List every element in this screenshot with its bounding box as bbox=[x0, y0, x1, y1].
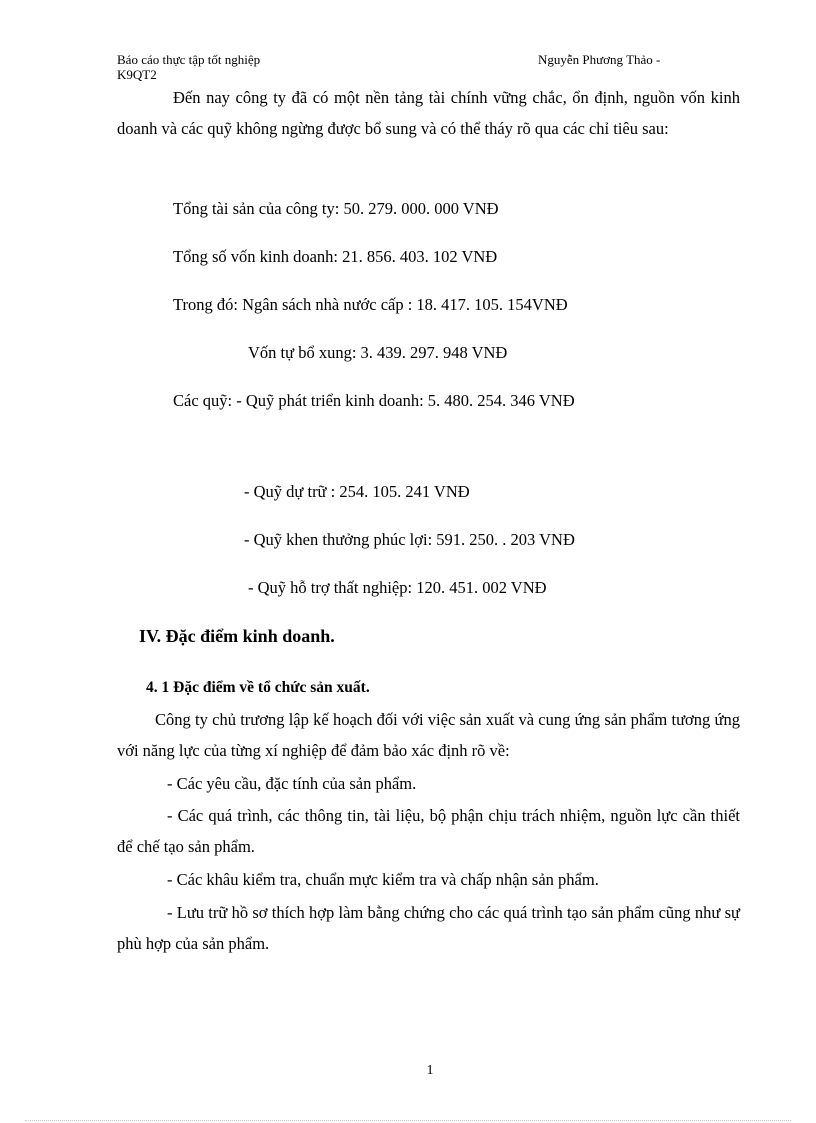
intro-paragraph-text: Đến nay công ty đã có một nền tảng tài chính vững chắc, ổn định, nguồn vốn kinh doanh và các quỹ không ngừng được bổ sung và có thể tháy rõ qua các chỉ tiêu sau: bbox=[117, 88, 740, 138]
header-author: Nguyễn Phương Thảo - bbox=[538, 52, 661, 67]
bullet-item bbox=[117, 897, 740, 959]
bullet-text: - Các khâu kiểm tra, chuẩn mực kiểm tra và chấp nhận sản phẩm. bbox=[167, 870, 599, 889]
bullet-item bbox=[117, 768, 740, 799]
bullet-text: - Các yêu cầu, đặc tính của sản phẩm. bbox=[167, 774, 417, 793]
bullet-text: - Lưu trữ hồ sơ thích hợp làm bằng chứng cho các quá trình tạo sản phẩm cũng như sự phù hợp của sản phẩm. bbox=[117, 903, 740, 953]
header-report-title: Báo cáo thực tập tốt nghiệp bbox=[117, 52, 261, 67]
body-paragraph-text: Công ty chủ trương lập kế hoạch đối với việc sản xuất và cung ứng sản phẩm tương ứng với năng lực của từng xí nghiệp để đảm bảo xác định rõ về: bbox=[117, 710, 740, 760]
intro-paragraph bbox=[117, 82, 740, 144]
page-number: 1 bbox=[426, 1063, 434, 1078]
body-paragraph bbox=[117, 704, 740, 766]
figure-total-assets: Tổng tài sản của công ty: 50. 279. 000. 000 VNĐ bbox=[173, 199, 499, 218]
page-bottom-border bbox=[25, 1120, 791, 1121]
figure-state-budget: Trong đó: Ngân sách nhà nước cấp : 18. 417. 105. 154VNĐ bbox=[173, 295, 568, 314]
figure-fund-reserve: - Quỹ dự trữ : 254. 105. 241 VNĐ bbox=[244, 482, 470, 501]
figure-fund-unemployment: - Quỹ hỗ trợ thất nghiệp: 120. 451. 002 VNĐ bbox=[248, 578, 547, 597]
bullet-text: - Các quá trình, các thông tin, tài liệu, bộ phận chịu trách nhiệm, nguồn lực cần thiết để chế tạo sản phẩm. bbox=[117, 806, 740, 856]
figure-total-capital: Tổng số vốn kinh doanh: 21. 856. 403. 102 VNĐ bbox=[173, 247, 498, 266]
figure-fund-welfare: - Quỹ khen thưởng phúc lợi: 591. 250. . 203 VNĐ bbox=[244, 530, 575, 549]
header-class-code: K9QT2 bbox=[117, 67, 157, 82]
section-heading: IV. Đặc điểm kinh doanh. bbox=[139, 626, 335, 646]
bullet-item bbox=[117, 800, 740, 862]
header-left bbox=[117, 52, 260, 82]
subsection-heading: 4. 1 Đặc điểm về tổ chức sản xuất. bbox=[146, 679, 370, 696]
figure-fund-development: Các quỹ: - Quỹ phát triển kinh doanh: 5. 480. 254. 346 VNĐ bbox=[173, 391, 575, 410]
bullet-item bbox=[117, 864, 740, 895]
figure-self-supplemented: Vốn tự bổ xung: 3. 439. 297. 948 VNĐ bbox=[248, 343, 508, 362]
